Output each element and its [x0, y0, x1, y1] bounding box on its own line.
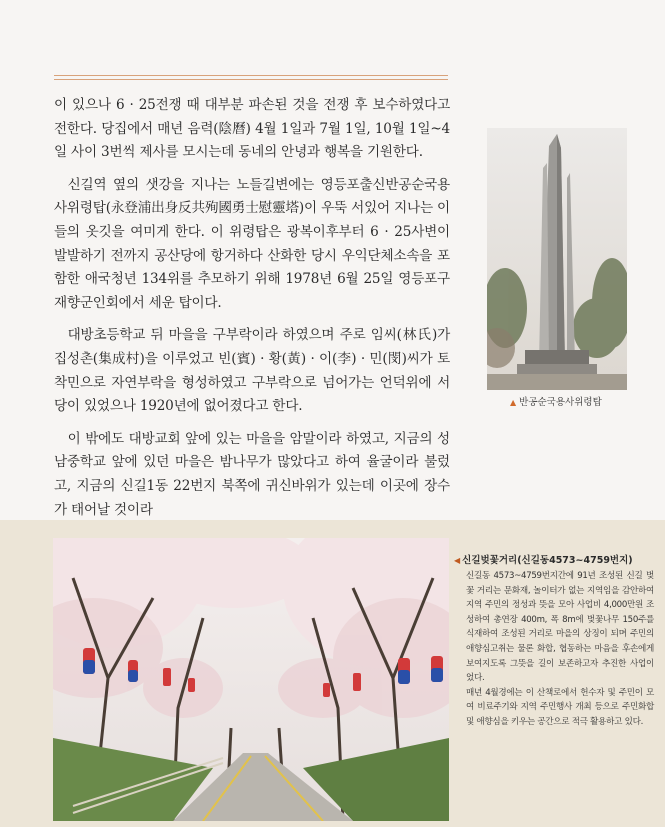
paragraph-4: 이 밖에도 대방교회 앞에 있는 마을을 암말이라 하였고, 지금의 성남중학교 앞에 있던 마을은 밤나무가 많았다고 하여 율굴이라 불렀고, 지금의 신길1동 22번지 북쪽에 귀신바위가 있는데 이곳에 장수가 태어날 것이라 — [54, 430, 450, 518]
side-description — [466, 569, 654, 730]
top-rule — [54, 75, 448, 80]
triangle-bullet-icon: ▲ — [510, 398, 517, 407]
side-section-title — [454, 552, 633, 566]
paragraph-3: 대방초등학교 뒤 마을을 구부락이라 하였으며 주로 임씨(林氏)가 집성촌(集成村)을 이루었고 빈(賓) · 황(黃) · 이(李) · 민(閔)씨가 토착민으로 자연부락을 형성하였고 구부락으로 넘어가는 언덕위에 서당이 있었으나 1920년에 없어졌다고 한다. — [54, 327, 450, 415]
paragraph-1: 이 있으나 6 · 25전쟁 때 대부분 파손된 것을 전쟁 후 보수하였다고 전한다. 당집에서 매년 음력(陰曆) 4월 1일과 7월 1일, 10월 1일~4일 사이 3번씩 제사를 모시는데 동네의 안녕과 행복을 기원한다. — [54, 97, 450, 161]
paragraph-2: 신길역 옆의 샛강을 지나는 노들길변에는 영등포출신반공순국용사위령탑(永登浦出身反共殉國勇士慰靈塔)이 우뚝 서있어 지나는 이들의 옷깃을 여미게 한다. 이 위령탑은 광복이후부터 6 · 25사변이 발발하기 전까지 공산당에 항거하다 산화한 당시 우익단체소속을 포함한 애국청년 134위를 추모하기 위해 1978년 6월 25일 영등포구 재향군인회에서 세운 탑이다. — [54, 176, 450, 311]
memorial-tower-photo — [487, 128, 627, 390]
memorial-tower-illustration — [487, 128, 627, 390]
cherry-blossom-street-photo — [53, 538, 449, 821]
body-text — [54, 94, 450, 531]
photo-caption-text: 반공순국용사위령탑 — [519, 397, 602, 408]
side-paragraph-2: 매년 4월경에는 이 산책로에서 헌수자 및 주민이 모여 비료주기와 지역 주민행사 개최 등으로 주민화합 및 애향심을 키우는 공간으로 적극 활용하고 있다. — [466, 687, 654, 727]
cherry-blossom-illustration — [53, 538, 449, 821]
side-paragraph-1: 신길동 4573~4759번지간에 91년 조성된 신길 벚꽃 거리는 문화재, 놀이터가 없는 지역임을 감안하여 지역 주민의 정성과 뜻을 모아 사업비 4,000만원 조성하여 총연장 400m, 폭 8m에 벚꽃나무 150주를 식재하여 조성된 거리로 마을의 상징이 되며 주민의 애향심고취는 물론 화합, 협동하는 마음을 후손에게 보여지도록 그뜻을 길이 보존하고자 추진한 사업이었다. — [466, 571, 654, 684]
triangle-bullet-icon: ◀ — [454, 556, 461, 565]
side-title-text: 신길벚꽃거리(신길동4573~4759번지) — [462, 555, 633, 566]
photo-caption — [510, 394, 602, 408]
